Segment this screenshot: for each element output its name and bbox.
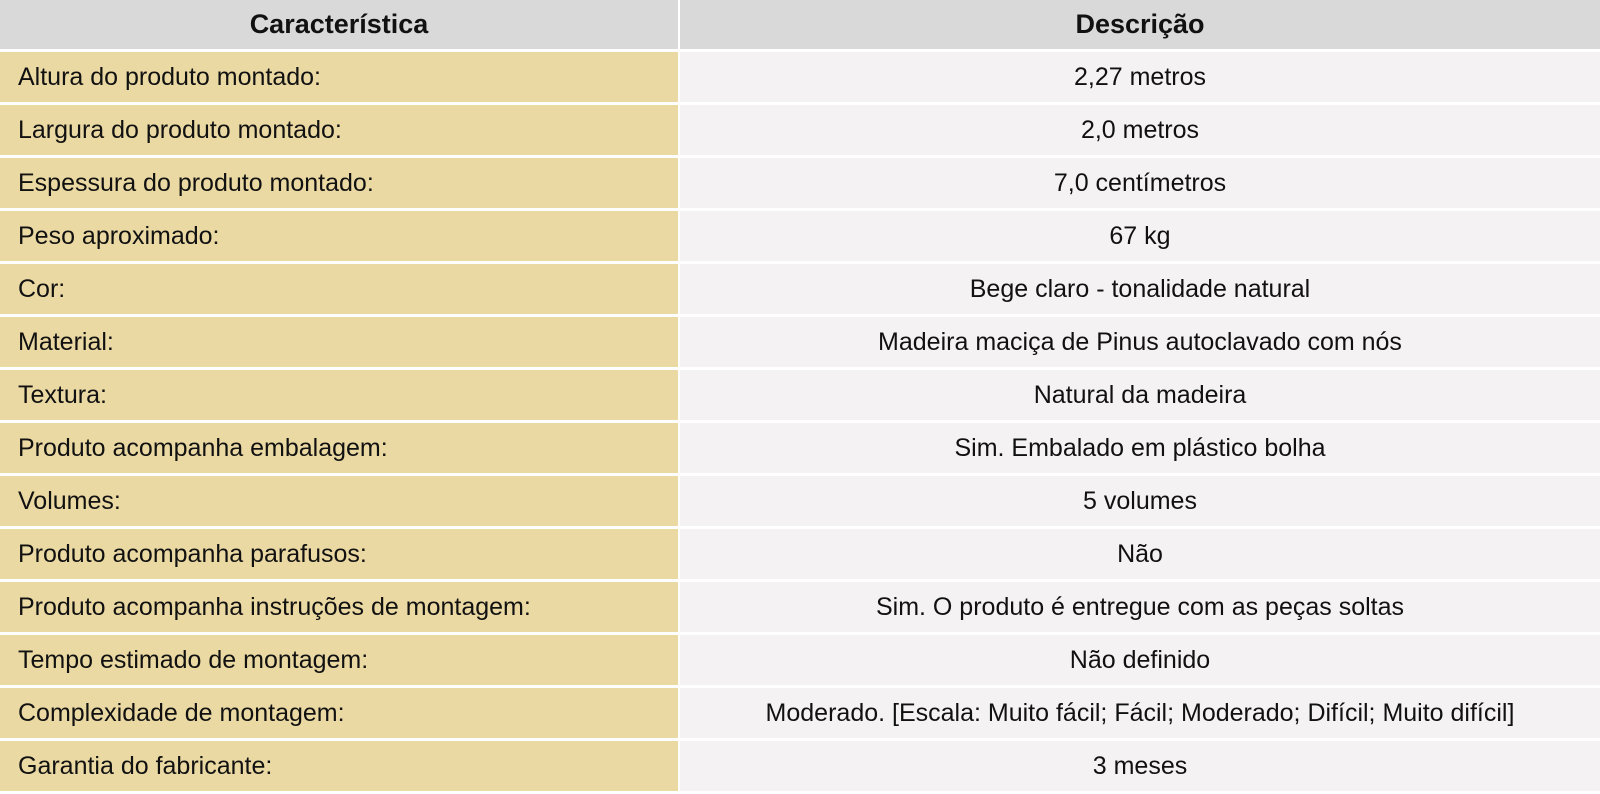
- feature-cell: Tempo estimado de montagem:: [0, 635, 680, 685]
- table-row: [0, 105, 1600, 155]
- description-cell: Sim. Embalado em plástico bolha: [680, 423, 1600, 473]
- column-header-feature: Característica: [0, 0, 680, 49]
- description-cell: 3 meses: [680, 741, 1600, 791]
- table-row: [0, 582, 1600, 632]
- table-row: [0, 476, 1600, 526]
- feature-cell: Largura do produto montado:: [0, 105, 680, 155]
- description-cell: Não definido: [680, 635, 1600, 685]
- table-row: [0, 317, 1600, 367]
- feature-cell: Produto acompanha parafusos:: [0, 529, 680, 579]
- feature-cell: Volumes:: [0, 476, 680, 526]
- feature-cell: Material:: [0, 317, 680, 367]
- feature-cell: Espessura do produto montado:: [0, 158, 680, 208]
- column-header-description: Descrição: [680, 0, 1600, 49]
- description-cell: 2,27 metros: [680, 52, 1600, 102]
- description-cell: Bege claro - tonalidade natural: [680, 264, 1600, 314]
- description-cell: 2,0 metros: [680, 105, 1600, 155]
- description-cell: Natural da madeira: [680, 370, 1600, 420]
- table-body: [0, 52, 1600, 791]
- table-row: [0, 635, 1600, 685]
- feature-cell: Textura:: [0, 370, 680, 420]
- table-row: [0, 211, 1600, 261]
- table-row: [0, 688, 1600, 738]
- feature-cell: Altura do produto montado:: [0, 52, 680, 102]
- description-cell: 7,0 centímetros: [680, 158, 1600, 208]
- description-cell: Madeira maciça de Pinus autoclavado com nós: [680, 317, 1600, 367]
- feature-cell: Produto acompanha embalagem:: [0, 423, 680, 473]
- feature-cell: Complexidade de montagem:: [0, 688, 680, 738]
- feature-cell: Garantia do fabricante:: [0, 741, 680, 791]
- table-row: [0, 423, 1600, 473]
- description-cell: 67 kg: [680, 211, 1600, 261]
- feature-cell: Cor:: [0, 264, 680, 314]
- description-cell: Moderado. [Escala: Muito fácil; Fácil; Moderado; Difícil; Muito difícil]: [680, 688, 1600, 738]
- feature-cell: Produto acompanha instruções de montagem:: [0, 582, 680, 632]
- table-row: [0, 529, 1600, 579]
- table-row: [0, 370, 1600, 420]
- table-row: [0, 264, 1600, 314]
- table-row: [0, 158, 1600, 208]
- description-cell: Não: [680, 529, 1600, 579]
- description-cell: 5 volumes: [680, 476, 1600, 526]
- table-row: [0, 741, 1600, 791]
- header-row: [0, 0, 1600, 49]
- description-cell: Sim. O produto é entregue com as peças soltas: [680, 582, 1600, 632]
- table-row: [0, 52, 1600, 102]
- feature-cell: Peso aproximado:: [0, 211, 680, 261]
- table-header: [0, 0, 1600, 49]
